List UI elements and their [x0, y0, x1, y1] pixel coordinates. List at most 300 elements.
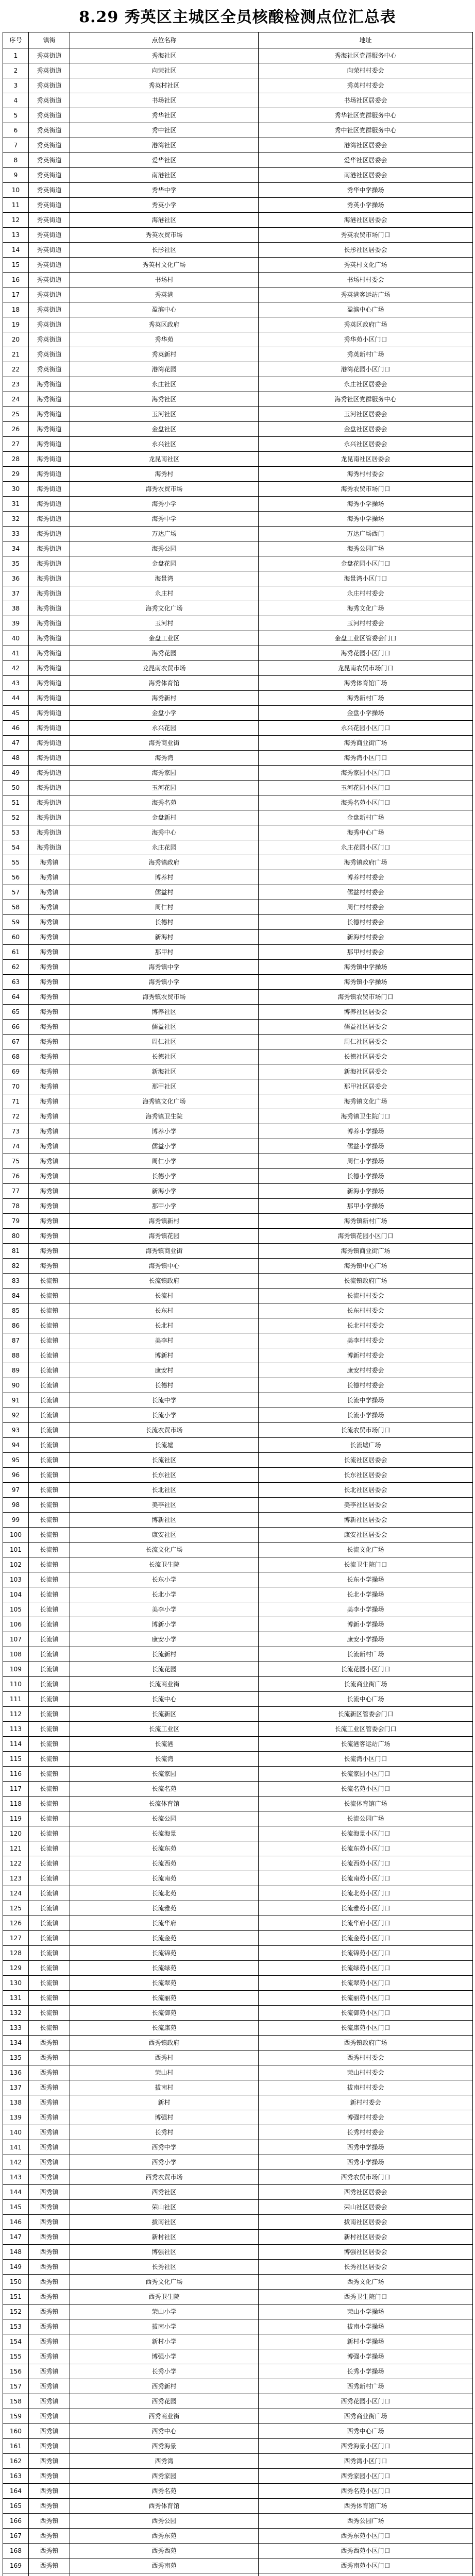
cell-address: 长北村村委会 [259, 1318, 473, 1333]
cell-street: 西秀镇 [29, 2230, 70, 2245]
table-row [3, 885, 473, 900]
cell-street: 长流镇 [29, 1946, 70, 1961]
cell-address: 秀英村村委会 [259, 78, 473, 93]
cell-seq: 2 [3, 63, 29, 78]
cell-seq: 169 [3, 2558, 29, 2573]
cell-seq: 55 [3, 855, 29, 870]
table-row [3, 825, 473, 840]
cell-address: 康安村村委会 [259, 1363, 473, 1378]
cell-address: 海景湾小区门口 [259, 571, 473, 586]
cell-site-name: 秀英村文化广场 [70, 258, 259, 273]
cell-street: 秀英街道 [29, 108, 70, 123]
cell-street: 海秀镇 [29, 1214, 70, 1229]
cell-site-name: 长流卫生院 [70, 1557, 259, 1572]
table-row [3, 930, 473, 945]
cell-street: 西秀镇 [29, 2499, 70, 2514]
table-row [3, 1528, 473, 1543]
cell-site-name: 秀英区政府 [70, 317, 259, 332]
cell-seq: 69 [3, 1064, 29, 1079]
cell-site-name: 美李小学 [70, 1602, 259, 1617]
cell-address: 荣山小学操场 [259, 2304, 473, 2319]
cell-seq: 20 [3, 332, 29, 347]
cell-seq: 52 [3, 810, 29, 825]
cell-site-name: 金盘小学 [70, 706, 259, 721]
cell-address: 长流农贸市场门口 [259, 1423, 473, 1438]
cell-street: 长流镇 [29, 1318, 70, 1333]
cell-site-name: 新海小学 [70, 1184, 259, 1199]
cell-street: 海秀街道 [29, 840, 70, 855]
table-row [3, 1797, 473, 1811]
table-row [3, 2454, 473, 2469]
cell-seq: 76 [3, 1169, 29, 1184]
cell-address: 长流海景小区门口 [259, 1826, 473, 1841]
cell-site-name: 美李村 [70, 1333, 259, 1348]
cell-site-name: 秀华社区 [70, 108, 259, 123]
cell-site-name: 美李社区 [70, 1498, 259, 1513]
cell-street: 长流镇 [29, 1438, 70, 1453]
cell-address: 长流西苑小区门口 [259, 1856, 473, 1871]
cell-address: 龙昆南社区居委会 [259, 452, 473, 467]
cell-address: 长流商业街广场 [259, 1677, 473, 1692]
table-row [3, 855, 473, 870]
cell-site-name: 西秀中心 [70, 2424, 259, 2439]
cell-street: 秀英街道 [29, 198, 70, 213]
table-row [3, 1005, 473, 1020]
cell-seq: 14 [3, 243, 29, 258]
cell-address: 长流社区居委会 [259, 1453, 473, 1468]
table-row [3, 2230, 473, 2245]
cell-street: 西秀镇 [29, 2290, 70, 2304]
cell-seq: 34 [3, 541, 29, 556]
cell-street: 海秀街道 [29, 736, 70, 751]
cell-seq: 114 [3, 1737, 29, 1752]
table-row [3, 840, 473, 855]
cell-site-name: 长流雅苑 [70, 1901, 259, 1916]
cell-street: 西秀镇 [29, 2170, 70, 2185]
cell-address: 西秀花园小区门口 [259, 2394, 473, 2409]
cell-address: 海秀农贸市场门口 [259, 482, 473, 497]
cell-street: 长流镇 [29, 1408, 70, 1423]
table-row [3, 1064, 473, 1079]
cell-seq: 131 [3, 1991, 29, 2006]
cell-street: 长流镇 [29, 1782, 70, 1797]
cell-address: 长流东苑小区门口 [259, 1841, 473, 1856]
table-row [3, 1453, 473, 1468]
cell-address: 秀中社区党群服务中心 [259, 123, 473, 138]
table-row [3, 2200, 473, 2215]
cell-seq: 62 [3, 960, 29, 975]
cell-site-name: 永兴花园 [70, 721, 259, 736]
cell-street: 长流镇 [29, 1632, 70, 1647]
table-row [3, 571, 473, 586]
cell-site-name: 长流新区 [70, 1707, 259, 1722]
cell-address: 儒益小学操场 [259, 1139, 473, 1154]
cell-seq: 108 [3, 1647, 29, 1662]
cell-address: 南港社区居委会 [259, 168, 473, 183]
cell-seq: 4 [3, 93, 29, 108]
cell-site-name: 海秀镇花园 [70, 1229, 259, 1244]
cell-street: 海秀镇 [29, 1094, 70, 1109]
table-row [3, 93, 473, 108]
cell-seq: 130 [3, 1976, 29, 1991]
cell-street: 西秀镇 [29, 2439, 70, 2454]
cell-site-name: 秀英农贸市场 [70, 228, 259, 243]
cell-seq: 31 [3, 497, 29, 512]
table-row [3, 1303, 473, 1318]
cell-site-name: 西秀湾 [70, 2454, 259, 2469]
cell-site-name: 长流东苑 [70, 1841, 259, 1856]
cell-address: 西秀体育馆广场 [259, 2499, 473, 2514]
cell-seq: 66 [3, 1020, 29, 1035]
cell-site-name: 长流金苑 [70, 1931, 259, 1946]
table-row [3, 437, 473, 452]
cell-site-name: 海秀镇文化广场 [70, 1094, 259, 1109]
cell-street: 西秀镇 [29, 2319, 70, 2334]
cell-address: 康安小学操场 [259, 1632, 473, 1647]
cell-site-name: 海秀中学 [70, 512, 259, 527]
cell-site-name: 秀英小学 [70, 198, 259, 213]
cell-site-name: 海秀湾 [70, 751, 259, 766]
cell-address: 长流新区管委会门口 [259, 1707, 473, 1722]
cell-site-name: 长流翠苑 [70, 1976, 259, 1991]
table-row [3, 1767, 473, 1782]
cell-address: 海秀镇文化广场 [259, 1094, 473, 1109]
table-row [3, 1124, 473, 1139]
cell-seq: 129 [3, 1961, 29, 1976]
cell-seq: 60 [3, 930, 29, 945]
cell-address: 秀英农贸市场门口 [259, 228, 473, 243]
cell-street: 秀英街道 [29, 258, 70, 273]
cell-address: 长德小学操场 [259, 1169, 473, 1184]
cell-street: 海秀镇 [29, 1199, 70, 1214]
table-row [3, 2065, 473, 2080]
cell-site-name: 秀英村社区 [70, 78, 259, 93]
cell-site-name: 永庄社区 [70, 377, 259, 392]
cell-address: 长流湾小区门口 [259, 1752, 473, 1767]
cell-seq: 150 [3, 2275, 29, 2290]
table-row [3, 1244, 473, 1259]
cell-address: 永庄村村委会 [259, 586, 473, 601]
table-row [3, 1333, 473, 1348]
cell-street: 长流镇 [29, 1976, 70, 1991]
cell-site-name: 长流南苑 [70, 1871, 259, 1886]
cell-street: 长流镇 [29, 1931, 70, 1946]
table-row [3, 317, 473, 332]
cell-address: 长流公园广场 [259, 1811, 473, 1826]
cell-street: 长流镇 [29, 1528, 70, 1543]
cell-site-name: 秀英新村 [70, 347, 259, 362]
table-row [3, 586, 473, 601]
cell-seq: 144 [3, 2185, 29, 2200]
cell-seq: 32 [3, 512, 29, 527]
cell-seq: 79 [3, 1214, 29, 1229]
header-street: 镇街 [29, 32, 70, 48]
table-row [3, 1543, 473, 1557]
cell-site-name: 海秀镇政府 [70, 855, 259, 870]
table-row [3, 1483, 473, 1498]
cell-site-name: 博强小学 [70, 2349, 259, 2364]
cell-street: 海秀镇 [29, 900, 70, 915]
cell-street: 秀英街道 [29, 123, 70, 138]
table-row [3, 2080, 473, 2095]
cell-address: 博强小学操场 [259, 2349, 473, 2364]
cell-seq: 147 [3, 2230, 29, 2245]
cell-address: 西秀农贸市场门口 [259, 2170, 473, 2185]
cell-seq: 122 [3, 1856, 29, 1871]
cell-site-name: 长流商业街 [70, 1677, 259, 1692]
cell-address: 新海社区居委会 [259, 1064, 473, 1079]
cell-seq: 30 [3, 482, 29, 497]
table-row [3, 2215, 473, 2230]
cell-address: 美李村村委会 [259, 1333, 473, 1348]
cell-site-name: 南港社区 [70, 168, 259, 183]
cell-address: 长流新村广场 [259, 1647, 473, 1662]
cell-seq: 3 [3, 78, 29, 93]
cell-address: 长北小学操场 [259, 1587, 473, 1602]
cell-address: 西秀中学操场 [259, 2140, 473, 2155]
cell-site-name: 海秀新村 [70, 691, 259, 706]
cell-address: 西秀南苑小区门口 [259, 2558, 473, 2573]
cell-seq: 86 [3, 1318, 29, 1333]
table-row [3, 795, 473, 810]
cell-street: 海秀街道 [29, 541, 70, 556]
cell-address: 长流墟广场 [259, 1438, 473, 1453]
cell-site-name: 长北村 [70, 1318, 259, 1333]
table-row [3, 1408, 473, 1423]
cell-street: 海秀街道 [29, 810, 70, 825]
cell-seq: 97 [3, 1483, 29, 1498]
cell-site-name: 长流工业区 [70, 1722, 259, 1737]
cell-address: 美李社区居委会 [259, 1498, 473, 1513]
cell-address: 西秀公园广场 [259, 2514, 473, 2529]
cell-seq: 44 [3, 691, 29, 706]
cell-address: 海秀镇新村广场 [259, 1214, 473, 1229]
table-row [3, 2499, 473, 2514]
cell-seq: 28 [3, 452, 29, 467]
cell-site-name: 长秀社区 [70, 2260, 259, 2275]
cell-street: 海秀镇 [29, 1124, 70, 1139]
cell-seq: 9 [3, 168, 29, 183]
header-site-name: 点位名称 [70, 32, 259, 48]
header-address: 地址 [259, 32, 473, 48]
cell-site-name: 长流墟 [70, 1438, 259, 1453]
table-row [3, 2558, 473, 2573]
cell-street: 长流镇 [29, 1826, 70, 1841]
cell-seq: 132 [3, 2006, 29, 2021]
cell-address: 海秀镇农贸市场门口 [259, 990, 473, 1005]
cell-address: 海秀镇小学操场 [259, 975, 473, 990]
cell-street: 长流镇 [29, 1543, 70, 1557]
cell-site-name: 长流康苑 [70, 2021, 259, 2036]
table-row [3, 2036, 473, 2050]
cell-address: 长流锦苑小区门口 [259, 1946, 473, 1961]
cell-seq: 39 [3, 616, 29, 631]
table-row [3, 2424, 473, 2439]
cell-seq: 117 [3, 1782, 29, 1797]
table-row [3, 1513, 473, 1528]
cell-street: 长流镇 [29, 1811, 70, 1826]
cell-site-name: 西秀新村 [70, 2379, 259, 2394]
cell-address: 长秀村村委会 [259, 2125, 473, 2140]
table-row [3, 915, 473, 930]
cell-street: 长流镇 [29, 1468, 70, 1483]
cell-address: 新海小学操场 [259, 1184, 473, 1199]
cell-address: 海秀花园小区门口 [259, 646, 473, 661]
table-row [3, 198, 473, 213]
cell-seq: 160 [3, 2424, 29, 2439]
cell-street: 秀英街道 [29, 243, 70, 258]
cell-seq: 71 [3, 1094, 29, 1109]
cell-seq: 102 [3, 1557, 29, 1572]
cell-seq: 106 [3, 1617, 29, 1632]
table-row [3, 1363, 473, 1378]
cell-street: 长流镇 [29, 1289, 70, 1303]
cell-address: 长流花园小区门口 [259, 1662, 473, 1677]
cell-address: 西秀小学操场 [259, 2155, 473, 2170]
table-row [3, 900, 473, 915]
cell-street: 西秀镇 [29, 2558, 70, 2573]
cell-site-name: 长流御苑 [70, 2006, 259, 2021]
cell-address: 长流南苑小区门口 [259, 1871, 473, 1886]
cell-street: 长流镇 [29, 1483, 70, 1498]
cell-seq: 19 [3, 317, 29, 332]
table-row [3, 1199, 473, 1214]
cell-seq: 145 [3, 2200, 29, 2215]
cell-site-name: 长流家园 [70, 1767, 259, 1782]
cell-seq: 165 [3, 2499, 29, 2514]
cell-street: 西秀镇 [29, 2260, 70, 2275]
cell-seq: 61 [3, 945, 29, 960]
cell-street: 秀英街道 [29, 63, 70, 78]
cell-street: 秀英街道 [29, 213, 70, 228]
cell-street: 长流镇 [29, 1692, 70, 1707]
cell-address: 长流雅苑小区门口 [259, 1901, 473, 1916]
cell-street: 长流镇 [29, 1303, 70, 1318]
cell-site-name: 长秀小学 [70, 2364, 259, 2379]
cell-site-name: 爱华社区 [70, 153, 259, 168]
table-row [3, 1692, 473, 1707]
cell-address: 港湾社区居委会 [259, 138, 473, 153]
cell-site-name: 长流海景 [70, 1826, 259, 1841]
table-row [3, 1184, 473, 1199]
table-row [3, 2095, 473, 2110]
cell-street: 西秀镇 [29, 2125, 70, 2140]
cell-site-name: 永庄花园 [70, 840, 259, 855]
cell-seq: 141 [3, 2140, 29, 2155]
cell-seq: 24 [3, 392, 29, 407]
cell-site-name: 长流公园 [70, 1811, 259, 1826]
cell-street: 秀英街道 [29, 183, 70, 198]
table-row [3, 556, 473, 571]
cell-street: 海秀街道 [29, 422, 70, 437]
cell-site-name: 西秀镇政府 [70, 2036, 259, 2050]
table-row [3, 2021, 473, 2036]
table-row [3, 1109, 473, 1124]
cell-street: 西秀镇 [29, 2529, 70, 2544]
cell-site-name: 儒益社区 [70, 1020, 259, 1035]
cell-seq: 22 [3, 362, 29, 377]
cell-seq: 139 [3, 2110, 29, 2125]
cell-site-name: 长流中心 [70, 1692, 259, 1707]
cell-address: 长彤社区居委会 [259, 243, 473, 258]
cell-address: 那甲社区居委会 [259, 1079, 473, 1094]
table-row [3, 1707, 473, 1722]
table-row [3, 123, 473, 138]
cell-street: 长流镇 [29, 1797, 70, 1811]
cell-site-name: 长流西苑 [70, 1856, 259, 1871]
cell-address: 长流华府小区门口 [259, 1916, 473, 1931]
cell-address: 秀海社区党群服务中心 [259, 48, 473, 63]
cell-site-name: 新海社区 [70, 1064, 259, 1079]
table-row [3, 497, 473, 512]
cell-address: 新村社区居委会 [259, 2230, 473, 2245]
cell-street: 海秀镇 [29, 1154, 70, 1169]
cell-street: 秀英街道 [29, 362, 70, 377]
table-row [3, 870, 473, 885]
table-row [3, 2529, 473, 2544]
cell-address: 海秀镇政府广场 [259, 855, 473, 870]
cell-street: 西秀镇 [29, 2424, 70, 2439]
cell-street: 西秀镇 [29, 2155, 70, 2170]
cell-street: 西秀镇 [29, 2200, 70, 2215]
cell-address: 永庄花园小区门口 [259, 840, 473, 855]
cell-seq: 93 [3, 1423, 29, 1438]
cell-site-name: 秀华苑 [70, 332, 259, 347]
table-row [3, 1737, 473, 1752]
cell-address: 博养村村委会 [259, 870, 473, 885]
cell-site-name: 西秀文化广场 [70, 2275, 259, 2290]
cell-site-name: 长流湾 [70, 1752, 259, 1767]
table-row [3, 1423, 473, 1438]
table-row [3, 1079, 473, 1094]
cell-seq: 7 [3, 138, 29, 153]
cell-seq: 72 [3, 1109, 29, 1124]
cell-seq: 91 [3, 1393, 29, 1408]
cell-site-name: 书场村 [70, 273, 259, 287]
cell-seq: 152 [3, 2304, 29, 2319]
cell-seq: 95 [3, 1453, 29, 1468]
cell-seq: 112 [3, 1707, 29, 1722]
cell-address: 长秀小学操场 [259, 2364, 473, 2379]
cell-street: 长流镇 [29, 1602, 70, 1617]
table-row [3, 975, 473, 990]
cell-street: 长流镇 [29, 1737, 70, 1752]
table-row [3, 2275, 473, 2290]
cell-site-name: 长德小学 [70, 1169, 259, 1184]
cell-site-name: 西秀花园 [70, 2394, 259, 2409]
cell-seq: 162 [3, 2454, 29, 2469]
cell-address: 玉河村村委会 [259, 616, 473, 631]
cell-seq: 155 [3, 2349, 29, 2364]
cell-street: 西秀镇 [29, 2110, 70, 2125]
cell-site-name: 海秀镇小学 [70, 975, 259, 990]
table-row [3, 781, 473, 795]
table-row [3, 766, 473, 781]
cell-seq: 48 [3, 751, 29, 766]
cell-address: 长流工业区管委会门口 [259, 1722, 473, 1737]
cell-site-name: 西秀西苑 [70, 2544, 259, 2558]
cell-address: 永兴社区居委会 [259, 437, 473, 452]
cell-site-name: 海秀体育馆 [70, 676, 259, 691]
cell-seq: 54 [3, 840, 29, 855]
cell-site-name: 永庄村 [70, 586, 259, 601]
cell-seq: 149 [3, 2260, 29, 2275]
cell-seq: 68 [3, 1049, 29, 1064]
cell-site-name: 周仁村 [70, 900, 259, 915]
table-row [3, 2544, 473, 2558]
cell-site-name: 海秀镇中学 [70, 960, 259, 975]
cell-address: 长德社区居委会 [259, 1049, 473, 1064]
